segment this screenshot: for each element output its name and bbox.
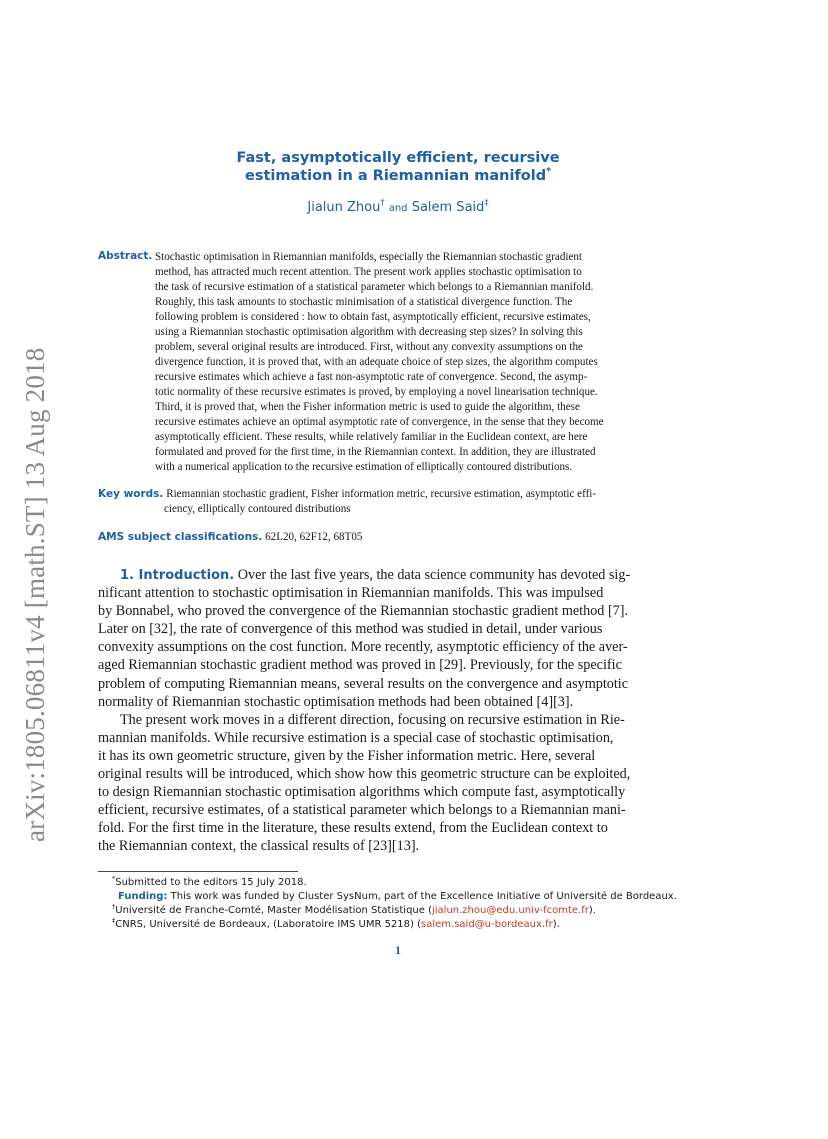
body-line: to design Riemannian stochastic optimisation algorithms which compute fast, asymptotically [98,784,626,801]
page-number: 1 [395,943,401,957]
body-line: Later on [32], the rate of convergence of this method was studied in detail, under various [98,621,603,638]
abstract-line: totic normality of these recursive estimates is proved, by employing a novel linearisation technique. [155,386,598,398]
keywords-line-1 [98,487,698,502]
abstract-text [155,250,698,475]
aff2-email-link[interactable]: salem.said@u-bordeaux.fr [421,919,553,930]
intro-first-line-text: Over the last five years, the data science community has devoted sig- [237,567,631,583]
body-line: the Riemannian context, the classical results of [23][13]. [98,838,420,855]
abstract-line: Third, it is proved that, when the Fisher information metric is used to guide the algorithm, these [155,401,580,413]
footnote-funding [112,890,712,904]
abstract-line: asymptotically efficient. These results, while relatively familiar in the Euclidean context, are here [155,431,588,443]
author-2: Salem Said [411,200,485,215]
author-2-mark: ‡ [484,197,489,208]
footnotes [112,876,712,932]
title-footnote-marker: * [546,166,552,178]
footnote-submitted [112,876,712,890]
footnote-divider [98,871,298,872]
keywords-text-1: Riemannian stochastic gradient, Fisher information metric, recursive estimation, asymptotic effi- [166,488,597,500]
abstract-line: Roughly, this task amounts to stochastic minimisation of a statistical divergence function. The [155,296,573,308]
abstract-line: following problem is considered : how to obtain fast, asymptotically efficient, recursive estimates, [155,311,591,323]
body-line: aged Riemannian stochastic gradient method was proved in [29]. Previously, for the specific [98,657,622,674]
abstract-line: recursive estimates which achieve a fast non-asymptotic rate of convergence. Second, the asymp- [155,371,588,383]
aff2-close: ). [552,919,560,930]
funding-label: Funding: [118,891,168,902]
author-1-mark: † [380,197,385,208]
ams-label: AMS subject classifications. [98,531,263,543]
body-line: fold. For the first time in the literature, these results extend, from the Euclidean context to [98,820,608,837]
aff1-email-link[interactable]: jialun.zhou@edu.univ-fcomte.fr [431,905,589,916]
aff2-text: CNRS, Université de Bordeaux, (Laboratoire IMS UMR 5218) ( [115,919,422,930]
title-line-2-text: estimation in a Riemannian manifold [244,168,547,184]
title-line-2 [98,167,698,185]
body-line: it has its own geometric structure, given by the Fisher information metric. Here, several [98,747,596,764]
intro-first-line [98,566,698,584]
body-line: mannian manifolds. While recursive estimation is a special case of stochastic optimisation, [98,729,614,746]
abstract-line: problem, several original results are introduced. First, without any convexity assumptions on the [155,341,583,353]
author-list [98,197,698,215]
body-line: original results will be introduced, which show how this geometric structure can be exploited, [98,766,631,783]
keywords-label: Key words. [98,488,164,500]
abstract-line: Stochastic optimisation in Riemannian manifolds, especially the Riemannian stochastic gradient [155,251,583,263]
body-line: by Bonnabel, who proved the convergence of the Riemannian stochastic gradient method [7]. [98,603,629,620]
abstract-line: divergence function, it is proved that, with an adequate choice of step sizes, the algorithm computes [155,356,598,368]
body-line: nificant attention to stochastic optimisation in Riemannian manifolds. This was impulsed [98,585,604,602]
aff2-mark: ‡ [112,916,116,925]
author-1: Jialun Zhou [307,200,381,215]
body-line: convexity assumptions on the cost function. More recently, asymptotic efficiency of the aver- [98,639,628,656]
body-line: problem of computing Riemannian means, several results on the convergence and asymptotic [98,675,629,692]
aff1-mark: † [112,902,116,911]
aff1-text: Université de Franche-Comté, Master Modélisation Statistique ( [115,905,432,916]
ams-classifications [98,531,698,543]
paper-title [98,149,698,185]
keywords-text-2: ciency, elliptically contoured distributions [164,503,351,515]
abstract-line: using a Riemannian stochastic optimisation algorithm with decreasing step sizes? In solving this [155,326,583,338]
arxiv-identifier-stamp: arXiv:1805.06811v4 [math.ST] 13 Aug 2018 [20,347,50,842]
footnote-submitted-mark: * [112,874,116,883]
section-heading: 1. Introduction. [120,568,235,583]
abstract-line: recursive estimates achieve an optimal asymptotic rate of convergence, in the sense that they become [155,416,604,428]
footnote-submitted-text: Submitted to the editors 15 July 2018. [115,877,307,888]
body-line: normality of Riemannian stochastic optimisation methods had been obtained [4][3]. [98,693,574,710]
ams-value: 62L20, 62F12, 68T05 [265,531,363,543]
abstract-line: the task of recursive estimation of a statistical parameter which belongs to a Riemannian manifold. [155,281,594,293]
introduction-section [98,566,698,856]
abstract-line: formulated and proved for the first time, in the Riemannian context. In addition, they are illustrated [155,446,596,458]
funding-text: This work was funded by Cluster SysNum, part of the Excellence Initiative of Université de Bordeaux. [170,891,677,902]
author-and: and [388,203,408,214]
abstract-label: Abstract. [98,250,153,262]
footnote-affiliation-2 [112,918,712,932]
keywords [98,487,698,517]
abstract-line: with a numerical application to the recursive estimation of elliptically contoured distributions. [155,461,573,473]
footnote-affiliation-1 [112,904,712,918]
body-line: efficient, recursive estimates, of a statistical parameter which belongs to a Riemannian mani- [98,802,626,819]
title-line-1: Fast, asymptotically efficient, recursive [236,150,560,166]
abstract-line: method, has attracted much recent attention. The present work applies stochastic optimisation to [155,266,582,278]
body-line: The present work moves in a different direction, focusing on recursive estimation in Rie- [120,711,625,728]
aff1-close: ). [588,905,596,916]
